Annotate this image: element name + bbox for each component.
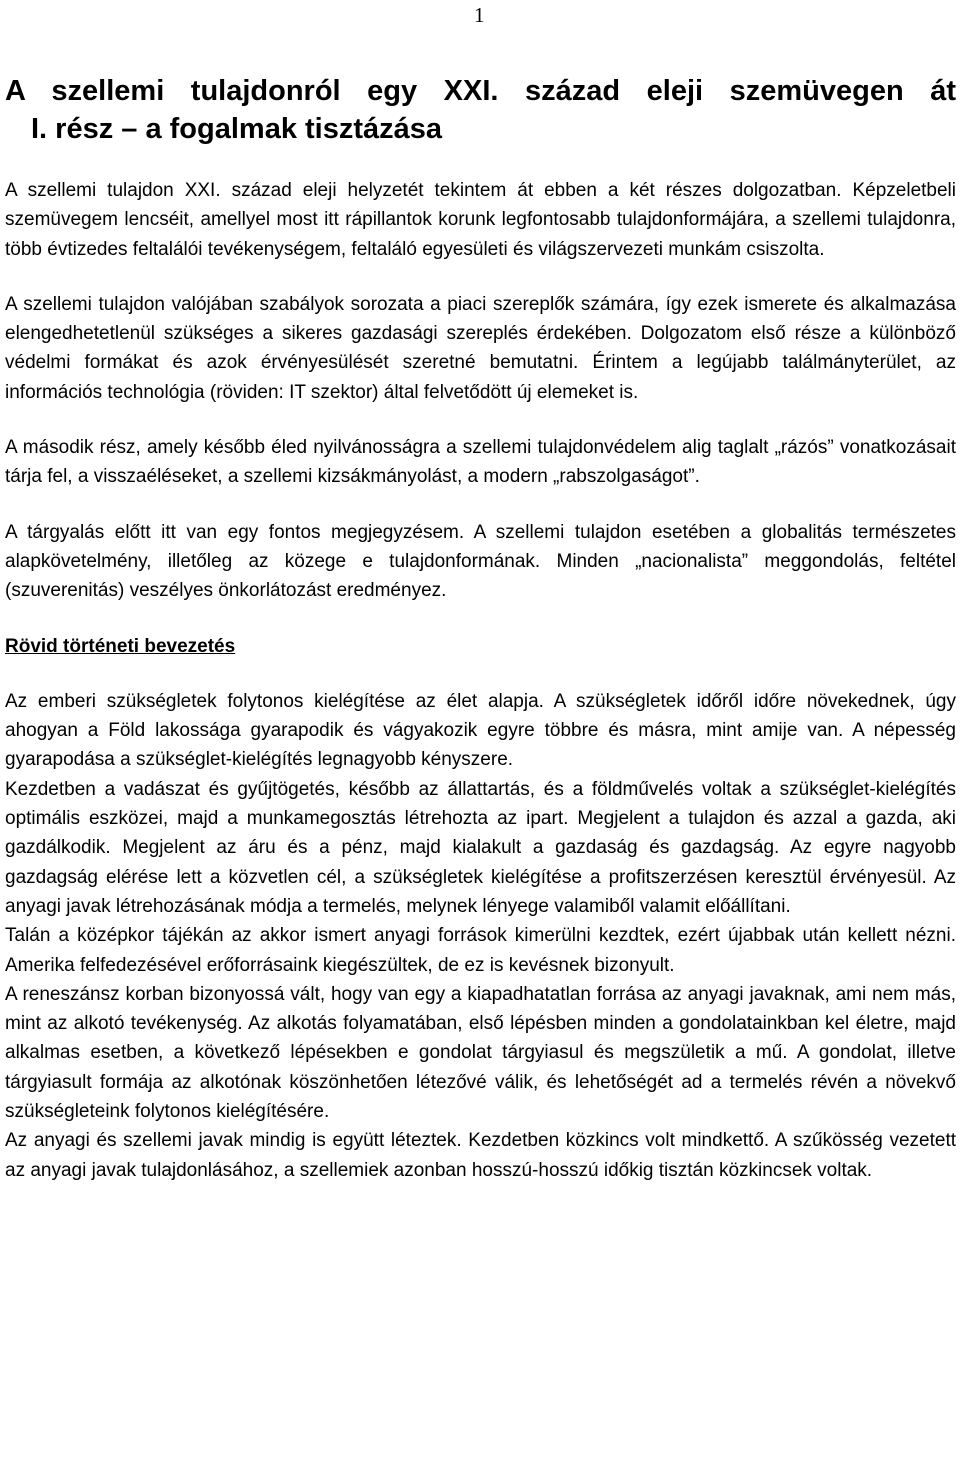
page-number: 1 [474,3,485,27]
title-line-2: I. rész – a fogalmak tisztázása [31,113,443,145]
paragraph-rules: A szellemi tulajdon valójában szabályok sorozata a piaci szereplők számára, így ezek ismerete és alkalmazása elengedhetetlenül szükséges a sikeres gazdasági szereplés érdekében. Dolgozatom első része a különböző védelmi formákat és azok érvényesülését szeretné bemutatni. Érintem a legújabb találmányterület, az információs technológia (röviden: IT szektor) által felvetődött új elemeket is. [5,293,956,403]
paragraph-goods: Az anyagi és szellemi javak mindig is együtt léteztek. Kezdetben közkincs volt mindkettő. A szűkösség vezetett az anyagi javak tulajdonlásához, a szellemiek azonban hosszú-hosszú időkig tisztán közkincsek voltak. [5,1130,956,1181]
paragraph-middle-ages: Talán a középkor tájékán az akkor ismert anyagi források kimerülni kezdtek, ezért újabbak után kellett nézni. Amerika felfedezésével erőforrásaink kiegészültek, de ez is kevésnek bizonyult. [5,925,956,976]
paragraph-renaissance: A reneszánsz korban bizonyossá vált, hogy van egy a kiapadhatatlan forrása az anyagi javaknak, ami nem más, mint az alkotó tevékenység. Az alkotás folyamatában, első lépésben minden a gondolatainkban kel életre, majd alkalmas esetben, a következő lépésekben e gondolat tárgyiasul és megszületik a mű. A gondolat, illetve tárgyiasult formája az alkotónak köszönhetően létezővé válik, és lehetőségét ad a termelés révén a növekvő szükségleteink folytonos kielégítésére. [5,983,956,1123]
paragraph-remark: A tárgyalás előtt itt van egy fontos megjegyzésem. A szellemi tulajdon esetében a globalitás természetes alapkövetelmény, illetőleg az közege e tulajdonformának. Minden „nacionalista” meggondolás, feltétel (szuverenitás) veszélyes önkorlátozást eredményez. [5,521,956,602]
document-title [5,72,956,148]
document-body [5,176,956,1185]
paragraph-needs: Az emberi szükségletek folytonos kielégítése az élet alapja. A szükségletek időről időre növekednek, úgy ahogyan a Föld lakossága gyarapodik és vágyakozik egyre többre és másra, mint amije van. A népesség gyarapodása a szükséglet-kielégítés legnagyobb kényszere. [5,690,956,771]
paragraph-second-part: A második rész, amely később éled nyilvánosságra a szellemi tulajdonvédelem alig taglalt „rázós” vonatkozásait tárja fel, a visszaéléseket, a szellemi kizsákmányolást, a modern „rabszolgaságot”. [5,437,956,488]
section-heading: Rövid történeti bevezetés [5,635,236,657]
paragraph-economy: Kezdetben a vadászat és gyűjtögetés, később az állattartás, és a földművelés voltak a szükséglet-kielégítés optimális eszközei, majd a munkamegosztás létrehozta az ipart. Megjelent a tulajdon és azzal a gazda, aki gazdálkodik. Megjelent az áru és a pénz, majd kialakult a gazdaság és gazdagság. Az egyre nagyobb gazdagság elérése lett a közvetlen cél, a szükségletek kielégítése a profitszerzésen keresztül érvényesül. Az anyagi javak létrehozásának módja a termelés, melynek lényege valamiből valamit előállítani. [5,778,956,917]
paragraph-intro: A szellemi tulajdon XXI. század eleji helyzetét tekintem át ebben a két részes dolgozatban. Képzeletbeli szemüvegem lencséit, amellyel most itt rápillantok korunk legfontosabb tulajdonformájára, a szellemi tulajdonra, több évtizedes feltalálói tevékenységem, feltaláló egyesületi és világszervezeti munkám csiszolta. [5,180,956,260]
title-line-1: A szellemi tulajdonról egy XXI. század eleji szemüvegen át [5,75,956,107]
